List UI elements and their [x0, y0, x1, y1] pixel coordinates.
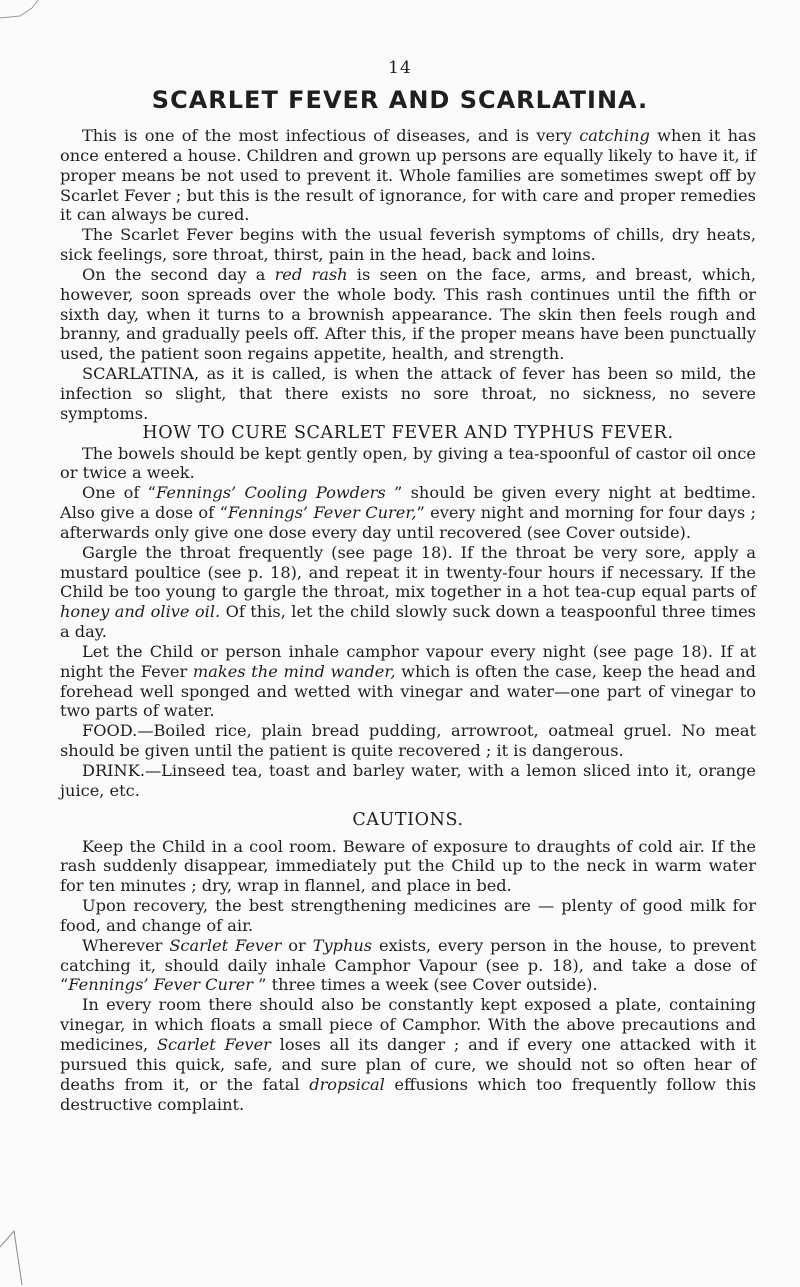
text-run: The bowels should be kept gently open, by giving a tea-spoonful of castor oil once or twice a week. — [60, 443, 756, 483]
torn-corner-mark — [0, 0, 40, 22]
italic-text: makes the mind wander, — [192, 661, 396, 681]
text-run: exists, every person in the house, to prevent catching it, should daily inhale Camphor Vapour (see p. 18), and take a dose of “ — [60, 935, 756, 995]
text-run: One of “ — [82, 483, 156, 503]
italic-text: dropsical — [309, 1074, 385, 1094]
italic-text: Fennings’ Fever Curer, — [227, 503, 417, 523]
italic-text: red rash — [274, 264, 348, 284]
paragraph — [60, 995, 756, 1114]
text-run: Let the Child or person inhale camphor vapour every night (see page 18). If at night the Fever — [60, 641, 756, 681]
paragraph — [60, 896, 756, 936]
paragraph — [60, 642, 756, 721]
paragraph — [60, 126, 756, 225]
paragraph — [60, 483, 756, 543]
text-run: On the second day a — [82, 264, 275, 284]
paragraph — [60, 444, 756, 484]
text-run: FOOD.—Boiled rice, plain bread pudding, arrowroot, oatmeal gruel. No meat should be given until the patient is quite recovered ; it is dangerous. — [60, 721, 756, 761]
text-run: SCARLATINA, as it is called, is when the attack of fever has been so mild, the infection so slight, that there exists no sore throat, no sickness, no severe symptoms. — [60, 364, 756, 423]
italic-text: Fennings’ Cooling Powders — [155, 483, 386, 503]
text-run: is seen on the face, arms, and breast, which, however, soon spreads over the whole body. This rash continues until the fifth or sixth day, when it turns to a brownish appearance. The skin then feels rough and branny, and gradually peels off. After this, if the proper means have been punctually used, the patient soon regains appetite, health, and strength. — [60, 264, 756, 364]
page-number: 14 — [388, 58, 412, 78]
text-run: loses all its danger ; and if every one attacked with it pursued this quick, safe, and sure plan of cure, we should not so often hear of deaths from it, or the fatal — [60, 1034, 756, 1094]
paragraph — [60, 543, 756, 642]
page-edge-mark — [0, 1227, 36, 1287]
body-text — [60, 126, 756, 1114]
text-run: Upon recovery, the best strengthening medicines are — plenty of good milk for food, and change of air. — [60, 896, 756, 935]
text-run: ” three times a week (see Cover outside). — [253, 975, 598, 995]
italic-text: catching — [579, 126, 650, 145]
text-run: which is often the case, keep the head and forehead well sponged and wetted with vinegar and water—one part of vinegar to two parts of water. — [60, 661, 756, 721]
chapter-heading: SCARLET FEVER AND SCARLATINA. — [151, 86, 649, 114]
section-subheading: HOW TO CURE SCARLET FEVER AND TYPHUS FEVER. — [142, 422, 674, 443]
italic-text: Fennings’ Fever Curer — [68, 975, 254, 995]
italic-text: honey and olive oil. — [60, 602, 221, 622]
text-run: DRINK.—Linseed tea, toast and barley water, with a lemon sliced into it, orange juice, etc. — [60, 761, 756, 800]
text-run: Keep the Child in a cool room. Beware of exposure to draughts of cold air. If the rash suddenly disappear, immediately put the Child up to the neck in warm water for ten minutes ; dry, wrap in flannel, and place in bed. — [60, 836, 756, 896]
text-run: effusions which too frequently follow this destructive complaint. — [60, 1074, 756, 1114]
paragraph — [60, 721, 756, 761]
paragraph — [60, 225, 756, 265]
paragraph — [60, 761, 756, 801]
italic-text: Scarlet Fever — [156, 1034, 271, 1054]
paragraph — [60, 265, 756, 364]
section-subheading: CAUTIONS. — [352, 809, 464, 830]
paragraph — [60, 936, 756, 996]
text-run: The Scarlet Fever begins with the usual feverish symptoms of chills, dry heats, sick feelings, sore throat, thirst, pain in the head, back and loins. — [60, 225, 756, 265]
text-run: This is one of the most infectious of diseases, and is very — [82, 126, 580, 145]
text-run: Gargle the throat frequently (see page 18). If the throat be very sore, apply a mustard poultice (see p. 18), and repeat it in twenty-four hours if necessary. If the Child be too young to gargle the throat, mix together in a hot tea-cup equal parts of — [60, 542, 756, 602]
paragraph — [60, 364, 756, 424]
text-run: when it has once entered a house. Children and grown up persons are equally likely to have it, if proper means be not used to prevent it. Whole families are sometimes swept off by Scarlet Fever ; but this is the result of ignorance, for with care and proper remedies it can always be cured. — [60, 126, 756, 225]
italic-text: Scarlet Fever — [169, 935, 282, 955]
text-run: In every room there should also be constantly kept exposed a plate, containing vinegar, in which floats a small piece of Camphor. With the above precautions and medicines, — [60, 995, 756, 1054]
text-run: Of this, let the child slowly suck down a teaspoonful three times a day. — [60, 602, 756, 642]
italic-text: Typhus — [312, 935, 373, 955]
paragraph — [60, 837, 756, 897]
text-run: ” should be given every night at bedtime. Also give a dose of “ — [60, 483, 756, 523]
text-run: or — [281, 935, 313, 955]
text-run: ” every night and morning for four days ; afterwards only give one dose every day until recovered (see Cover outside). — [60, 503, 757, 542]
text-run: Wherever — [82, 935, 170, 955]
